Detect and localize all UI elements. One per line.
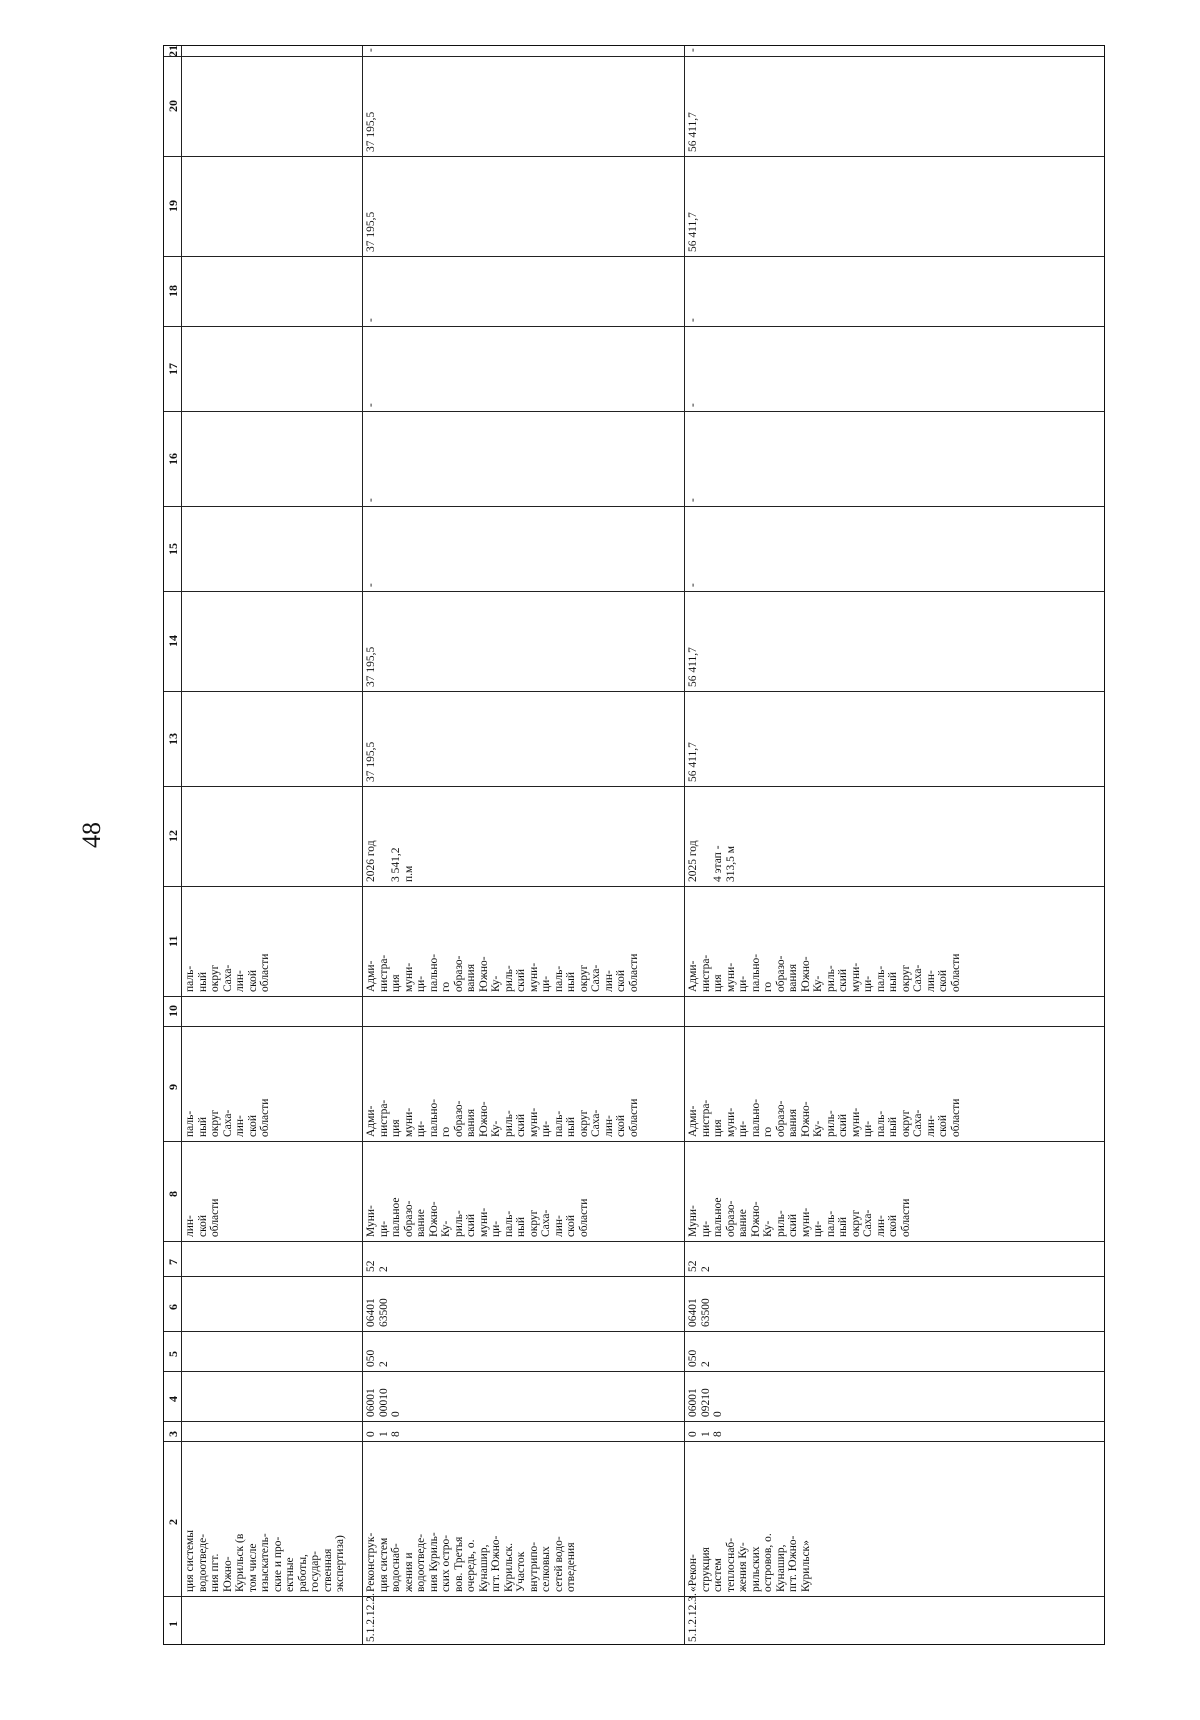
table-cell-col-19: 37 195,5: [365, 211, 377, 252]
row-divider: [362, 46, 363, 1644]
table-cell-col-6: 06401 63500: [365, 1298, 390, 1327]
table-cell-col-11: Адми- нистра- ция муни- ци- пально- го образо- вания Южно- Ку- риль- ский муни- ци- паль- ный округ Саха- лин- ской области: [687, 953, 962, 992]
column-divider: [164, 1371, 1104, 1372]
rotated-budget-table: [163, 45, 1105, 1645]
column-number: 4: [166, 1396, 180, 1402]
table-cell-col-21: -: [687, 48, 699, 52]
table-cell-col-1: 5.1.2.12.3.: [687, 1593, 699, 1642]
column-divider: [164, 786, 1104, 787]
table-cell-col-20: 37 195,5: [365, 111, 377, 152]
column-number: 21: [166, 45, 180, 57]
column-number: 20: [166, 100, 180, 112]
table-cell-col-2: «Рекон- струкция систем теплоснаб- жения Ку- рильских островов, о. Кунашир, пгт. Южно- Курильск»: [687, 1533, 812, 1592]
column-number: 16: [166, 452, 180, 465]
column-divider: [164, 1241, 1104, 1242]
column-divider: [164, 691, 1104, 692]
table-cell-col-2: ция системы водоотведе- ния пгт. Южно- Курильск (в том числе изыскатель- ские и про- ектные работы, государ- ственная экспертиза): [184, 1530, 346, 1592]
table-cell-col-17: -: [365, 403, 377, 407]
table-cell-col-2: Реконструк- ция систем водоснаб- жения и водоотведе- ния Куриль- ских остро- вов. Третья очередь, о. Кунашир, пгт. Южно- Курильск. Участок внутрипо- селковых сетей водо- отведения: [365, 1532, 577, 1592]
table-cell-col-15: -: [365, 583, 377, 587]
column-divider: [164, 1026, 1104, 1027]
column-number: 5: [166, 1351, 180, 1357]
table-cell-col-16: -: [687, 498, 699, 502]
table-cell-col-1: 5.1.2.12.2.: [365, 1593, 377, 1642]
column-number: 1: [166, 1621, 180, 1627]
column-number: 12: [166, 830, 180, 842]
column-number: 10: [166, 1005, 180, 1017]
table-cell-col-4: 06001 09210 0: [687, 1388, 724, 1417]
row-divider: [181, 46, 182, 1644]
table-cell-col-14: 56 411,7: [687, 647, 699, 687]
table-cell-col-7: 52 2: [365, 1260, 390, 1272]
table-cell-col-7: 52 2: [687, 1260, 712, 1272]
table-cell-col-16: -: [365, 498, 377, 502]
column-number: 14: [166, 635, 180, 647]
page-number: 48: [77, 822, 106, 848]
column-divider: [164, 591, 1104, 592]
column-divider: [164, 156, 1104, 157]
column-number: 2: [166, 1518, 180, 1525]
row-divider: [684, 46, 685, 1644]
column-divider: [164, 1276, 1104, 1277]
table-cell-col-12: 2025 год 4 этап - 313,5 м: [687, 840, 737, 882]
table-cell-col-12: 2026 год 3 541,2 п.м: [365, 840, 415, 882]
column-divider: [164, 1596, 1104, 1597]
column-divider: [164, 1141, 1104, 1142]
column-number: 9: [166, 1083, 180, 1090]
table-cell-col-8: Муни- ци- пальное образо- вание Южно- Ку- риль- ский муни- ци- паль- ный округ Саха- лин- ской области: [365, 1197, 590, 1237]
table-cell-col-5: 050 2: [687, 1349, 712, 1367]
column-number: 7: [166, 1258, 180, 1265]
column-divider: [164, 996, 1104, 997]
table-cell-col-15: -: [687, 583, 699, 587]
column-divider: [164, 1441, 1104, 1442]
column-divider: [164, 886, 1104, 887]
table-cell-col-18: -: [365, 318, 377, 322]
column-number: 19: [166, 200, 180, 212]
table-cell-col-13: 37 195,5: [365, 741, 377, 782]
table-cell-col-6: 06401 63500: [687, 1298, 712, 1327]
table-cell-col-3: 0 1 8: [365, 1431, 402, 1437]
table-cell-col-19: 56 411,7: [687, 212, 699, 252]
table-cell-col-14: 37 195,5: [365, 646, 377, 687]
column-divider: [164, 256, 1104, 257]
column-divider: [164, 1421, 1104, 1422]
column-divider: [164, 56, 1104, 57]
table-cell-col-21: -: [365, 48, 377, 52]
table-cell-col-11: Адми- нистра- ция муни- ци- пально- го образо- вания Южно- Ку- риль- ский муни- ци- паль- ный округ Саха- лин- ской области: [365, 953, 640, 992]
table-cell-col-3: 0 1 8: [687, 1431, 724, 1437]
column-number: 13: [166, 732, 180, 745]
column-divider: [164, 1331, 1104, 1332]
column-number: 11: [166, 935, 180, 947]
table-cell-col-9: Адми- нистра- ция муни- ци- пально- го образо- вания Южно- Ку- риль- ский муни- ци- паль- ный округ Саха- лин- ской области: [687, 1098, 962, 1137]
table-cell-col-5: 050 2: [365, 1349, 390, 1367]
table-cell-col-8: Муни- ци- пальное образо- вание Южно- Ку- риль- ский муни- ци- паль- ный округ Саха- лин- ской области: [687, 1197, 912, 1237]
table-cell-col-8: лин- ской области: [184, 1198, 221, 1237]
table-cell-col-4: 06001 00010 0: [365, 1388, 402, 1417]
table-cell-col-17: -: [687, 403, 699, 407]
table-cell-col-20: 56 411,7: [687, 112, 699, 152]
table-cell-col-9: паль- ный округ Саха- лин- ской области: [184, 1098, 271, 1137]
column-number: 17: [166, 362, 180, 375]
column-divider: [164, 411, 1104, 412]
column-number: 6: [166, 1303, 180, 1310]
table-cell-col-9: Адми- нистра- ция муни- ци- пально- го образо- вания Южно- Ку- риль- ский муни- ци- паль- ный округ Саха- лин- ской области: [365, 1098, 640, 1137]
table-cell-col-18: -: [687, 318, 699, 322]
column-divider: [164, 326, 1104, 327]
table-cell-col-11: паль- ный округ Саха- лин- ской области: [184, 953, 271, 992]
column-divider: [164, 506, 1104, 507]
table-cell-col-13: 56 411,7: [687, 742, 699, 782]
column-number: 15: [166, 542, 180, 555]
column-number: 18: [166, 285, 180, 297]
column-number: 8: [166, 1191, 180, 1197]
column-number: 3: [166, 1431, 180, 1437]
